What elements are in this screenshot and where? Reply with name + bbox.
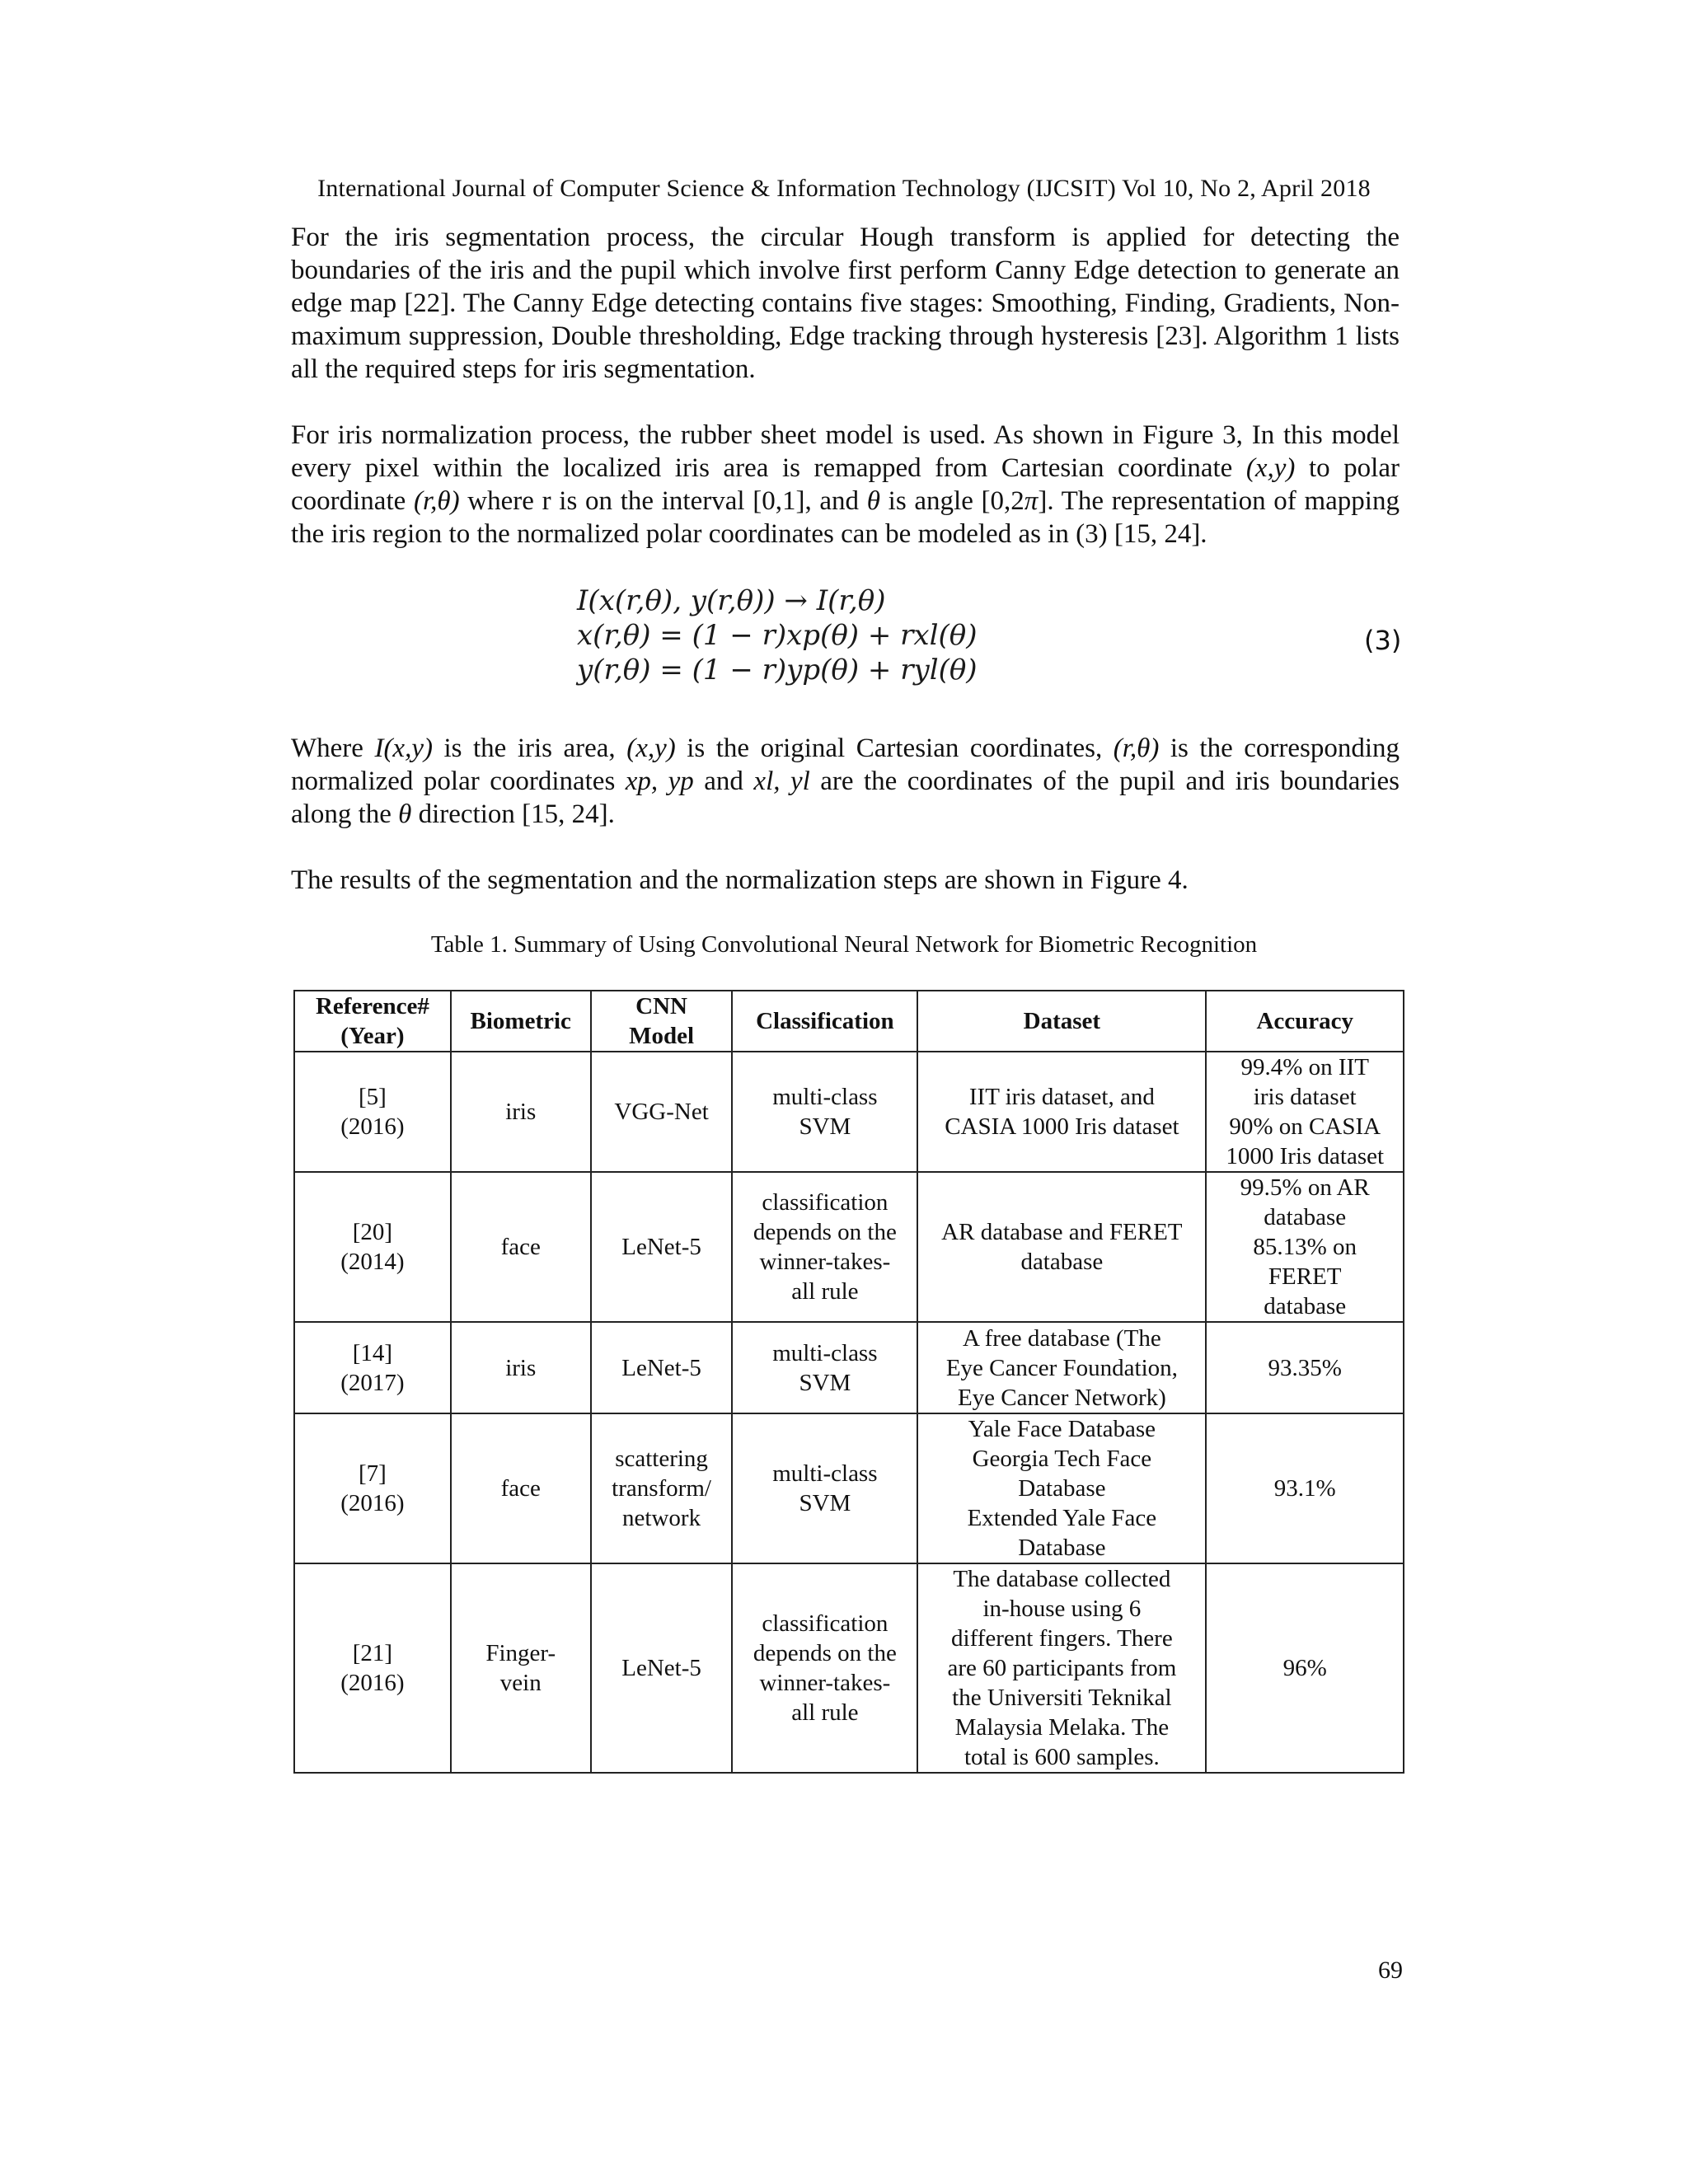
cell-classification: classification depends on the winner-takes- all rule: [732, 1172, 917, 1322]
summary-table: [293, 990, 1404, 1774]
table-row: [294, 1172, 1404, 1322]
cell-classification: multi-class SVM: [732, 1413, 917, 1563]
cell-cnn-model: LeNet-5: [591, 1563, 733, 1773]
equation-line-1: I(x(r,θ), y(r,θ)) → I(r,θ): [577, 584, 886, 617]
table-row: [294, 1413, 1404, 1563]
table-row: [294, 1563, 1404, 1773]
table-row: [294, 1052, 1404, 1172]
paragraph-iris-normalization: For iris normalization process, the rubber sheet model is used. As shown in Figure 3, In this model every pixel within the localized iris area is remapped from Cartesian coordinate (x,y) to polar coordinate (r,θ) where r is on the interval [0,1], and θ is angle [0,2π]. The representation of mapping the iris region to the normalized polar coordinates can be modeled as in (3) [15, 24].: [291, 420, 1400, 549]
equation-block: [577, 583, 1006, 687]
table-row: [294, 1322, 1404, 1413]
cell-reference: [5] (2016): [294, 1052, 451, 1172]
cell-cnn-model: LeNet-5: [591, 1172, 733, 1322]
header-reference: Reference# (Year): [294, 991, 451, 1052]
cell-accuracy: 99.5% on AR database 85.13% on FERET database: [1206, 1172, 1404, 1322]
cell-cnn-model: VGG-Net: [591, 1052, 733, 1172]
cell-dataset: A free database (The Eye Cancer Foundation, Eye Cancer Network): [917, 1322, 1206, 1413]
cell-dataset: AR database and FERET database: [917, 1172, 1206, 1322]
paragraph-results: The results of the segmentation and the normalization steps are shown in Figure 4.: [291, 865, 1189, 895]
cell-biometric: iris: [451, 1052, 591, 1172]
page-number: 69: [1378, 1957, 1403, 1984]
cell-dataset: The database collected in-house using 6 different fingers. There are 60 participants from the Universiti Teknikal Malaysia Melaka. The total is 600 samples.: [917, 1563, 1206, 1773]
cell-classification: multi-class SVM: [732, 1052, 917, 1172]
running-header: International Journal of Computer Science & Information Technology (IJCSIT) Vol 10, No 2, April 2018: [317, 175, 1371, 202]
table-caption: Table 1. Summary of Using Convolutional Neural Network for Biometric Recognition: [430, 931, 1258, 958]
cell-biometric: face: [451, 1413, 591, 1563]
cell-cnn-model: scattering transform/ network: [591, 1413, 733, 1563]
cell-classification: multi-class SVM: [732, 1322, 917, 1413]
paragraph-where-definitions: Where I(x,y) is the iris area, (x,y) is the original Cartesian coordinates, (r,θ) is the corresponding normalized polar coordinates xp, yp and xl, yl are the coordinates of the pupil and iris boundaries along the θ direction [15, 24].: [291, 733, 1400, 829]
cell-accuracy: 96%: [1206, 1563, 1404, 1773]
cell-reference: [21] (2016): [294, 1563, 451, 1773]
cell-biometric: Finger- vein: [451, 1563, 591, 1773]
cell-dataset: IIT iris dataset, and CASIA 1000 Iris dataset: [917, 1052, 1206, 1172]
cell-reference: [20] (2014): [294, 1172, 451, 1322]
cell-cnn-model: LeNet-5: [591, 1322, 733, 1413]
header-classification: Classification: [732, 991, 917, 1052]
header-dataset: Dataset: [917, 991, 1206, 1052]
equation-line-2: x(r,θ) = (1 − r)xp(θ) + rxl(θ): [577, 619, 978, 652]
cell-dataset: Yale Face Database Georgia Tech Face Database Extended Yale Face Database: [917, 1413, 1206, 1563]
header-accuracy: Accuracy: [1206, 991, 1404, 1052]
cell-biometric: face: [451, 1172, 591, 1322]
cell-biometric: iris: [451, 1322, 591, 1413]
header-cnn-model: CNN Model: [591, 991, 733, 1052]
table-header-row: [294, 991, 1404, 1052]
cell-reference: [7] (2016): [294, 1413, 451, 1563]
equation-number: (3): [1364, 625, 1402, 656]
cell-classification: classification depends on the winner-takes- all rule: [732, 1563, 917, 1773]
cell-accuracy: 99.4% on IIT iris dataset 90% on CASIA 1000 Iris dataset: [1206, 1052, 1404, 1172]
paragraph-iris-segmentation: For the iris segmentation process, the circular Hough transform is applied for detecting the boundaries of the iris and the pupil which involve first perform Canny Edge detection to generate an edge map [22]. The Canny Edge detecting contains five stages: Smoothing, Finding, Gradients, Non-maximum suppression, Double thresholding, Edge tracking through hysteresis [23]. Algorithm 1 lists all the required steps for iris segmentation.: [291, 223, 1400, 384]
cell-accuracy: 93.1%: [1206, 1413, 1404, 1563]
cell-accuracy: 93.35%: [1206, 1322, 1404, 1413]
cell-reference: [14] (2017): [294, 1322, 451, 1413]
equation-line-3: y(r,θ) = (1 − r)yp(θ) + ryl(θ): [577, 654, 978, 687]
header-biometric: Biometric: [451, 991, 591, 1052]
